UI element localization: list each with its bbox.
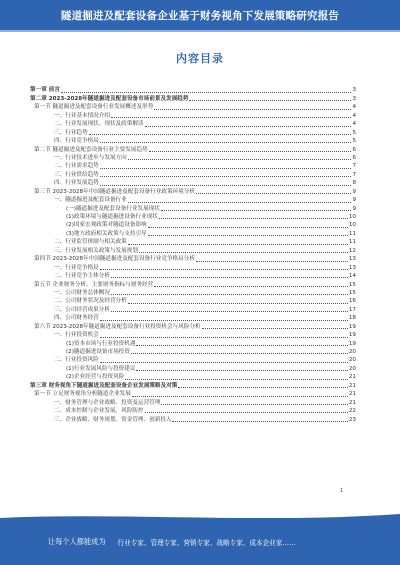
toc-entry[interactable] [30, 263, 356, 271]
header-divider [0, 30, 400, 32]
toc-dot-leader [159, 218, 348, 219]
toc-dot-leader [136, 345, 347, 346]
toc-dot-leader [100, 168, 352, 169]
toc-entry[interactable] [30, 390, 356, 398]
toc-entry[interactable] [30, 356, 356, 364]
toc-entry-label: 第一节 隧道掘进及配套设备行业发展概述及形势 [34, 104, 154, 111]
toc-entry[interactable] [30, 187, 356, 195]
toc-entry[interactable] [30, 272, 356, 280]
toc-entry[interactable] [30, 221, 356, 229]
toc-dot-leader [111, 117, 351, 118]
toc-entry-label: 二、行业监管体制与相关政策 [54, 239, 127, 246]
toc-entry-page: 22 [348, 408, 356, 415]
toc-dot-leader [145, 412, 348, 413]
toc-dot-leader [125, 379, 348, 380]
toc-entry-page: 14 [348, 273, 356, 280]
toc-entry-label: 第三节 2023-2028年中国隧道掘进及配套设备行业政策环境分析 [34, 188, 195, 195]
toc-entry-label: 一、行业基本情况介绍 [54, 112, 110, 119]
toc-dot-leader [100, 185, 352, 186]
toc-entry[interactable] [30, 255, 356, 263]
toc-entry-label: 一、隧道掘进及配套设备行业 [54, 197, 127, 204]
toc-entry-page: 4 [352, 104, 356, 111]
page-number: 1 [340, 488, 344, 494]
toc-entry-label: 四、公司财务经营 [54, 315, 99, 322]
toc-dot-leader [131, 353, 348, 354]
toc-dot-leader [189, 100, 351, 101]
toc-dot-leader [111, 311, 348, 312]
toc-entry-page: 5 [352, 138, 356, 145]
toc-entry[interactable] [30, 204, 356, 212]
toc-entry-label: 三、企业战略、财务规划、资金管理、创新投入 [54, 416, 172, 423]
toc-dot-leader [196, 193, 352, 194]
toc-dot-leader [100, 176, 352, 177]
table-of-contents [30, 86, 356, 424]
toc-entry[interactable] [30, 415, 356, 423]
footer-roles: 行业专家、管理专家、营销专家、战略专家、成本企业家…… [117, 538, 296, 547]
toc-entry-page: 21 [348, 391, 356, 398]
toc-entry-label: 二、行业发展现状、现状及政策解读 [54, 121, 144, 128]
toc-dot-leader [100, 337, 348, 338]
toc-entry[interactable] [30, 154, 356, 162]
toc-entry-page: 15 [348, 289, 356, 296]
toc-entry[interactable] [30, 289, 356, 297]
toc-entry-page: 21 [348, 399, 356, 406]
toc-entry-page: 11 [348, 230, 356, 237]
toc-dot-leader [172, 421, 347, 422]
toc-dot-leader [136, 370, 347, 371]
header-banner [0, 0, 400, 30]
toc-entry-page: 10 [348, 214, 356, 220]
toc-entry-page: 13 [348, 264, 356, 271]
toc-entry-label: 三、行业趋势 [54, 129, 88, 136]
toc-dot-leader [100, 269, 348, 270]
toc-entry-label: (一)隧道掘进及配套设备行业发展现状 [66, 205, 160, 212]
toc-dot-leader [149, 151, 352, 152]
toc-entry-label: 第四节 2023-2028年中国隧道掘进及配套设备行业竞争格局分析 [34, 256, 195, 263]
toc-heading: 内容目录 [176, 52, 224, 65]
toc-entry[interactable] [30, 238, 356, 246]
toc-dot-leader [161, 210, 352, 211]
toc-entry-label: 一、财务管理与企业战略、投资及运营管理 [54, 399, 161, 406]
toc-entry-label: 二、行业投资风险 [54, 357, 99, 364]
toc-entry[interactable] [30, 373, 356, 381]
toc-entry[interactable] [30, 86, 356, 94]
toc-entry-page: 9 [352, 188, 356, 195]
toc-entry[interactable] [30, 331, 356, 339]
toc-entry[interactable] [30, 407, 356, 415]
toc-entry-label: (1)行业发展风险与投资建议 [66, 365, 136, 372]
toc-entry-page: 6 [352, 146, 356, 153]
toc-entry-page: 23 [348, 416, 356, 423]
toc-entry[interactable] [30, 339, 356, 347]
toc-entry-label: 四、行业发展趋势 [54, 180, 99, 187]
toc-dot-leader [128, 202, 352, 203]
toc-entry-label: 二、成本控制与企业发展、风险防控 [54, 408, 144, 415]
footer-bar [0, 518, 400, 565]
toc-entry-label: 二、行业需求趋势 [54, 163, 99, 170]
toc-entry-page: 10 [348, 222, 356, 229]
toc-entry-label: 第二节 隧道掘进及配套设备行业主要发展趋势 [34, 146, 148, 153]
toc-entry-label: 第一章 前言 [30, 87, 60, 94]
toc-entry[interactable] [30, 305, 356, 313]
toc-entry-label: 三、公司经营成果分析 [54, 306, 110, 313]
toc-entry-page: 13 [348, 256, 356, 263]
toc-entry-page: 19 [348, 323, 356, 330]
toc-entry-label: 一、行业投资机会 [54, 332, 99, 339]
toc-entry-page: 12 [348, 247, 356, 254]
toc-entry-label: 第五节 企业财务分析、主要财务指标与财务经营 [34, 281, 154, 288]
toc-entry[interactable] [30, 170, 356, 178]
toc-entry[interactable] [30, 94, 356, 102]
toc-entry-label: 三、行业供给趋势 [54, 171, 99, 178]
toc-entry-page: 16 [348, 298, 356, 305]
toc-entry-page: 5 [352, 129, 356, 136]
toc-dot-leader [202, 328, 348, 329]
toc-entry-page: 9 [352, 205, 356, 212]
toc-entry[interactable] [30, 196, 356, 204]
toc-entry-page: 19 [348, 332, 356, 339]
toc-entry[interactable] [30, 297, 356, 305]
toc-dot-leader [161, 404, 348, 405]
toc-entry-label: 一、行业技术进步与发展方向 [54, 154, 127, 161]
toc-entry[interactable] [30, 246, 356, 254]
toc-entry[interactable] [30, 229, 356, 237]
toc-entry[interactable] [30, 137, 356, 145]
toc-dot-leader [61, 92, 352, 93]
toc-entry-page: 7 [352, 171, 356, 178]
toc-entry-page: 21 [348, 374, 356, 381]
toc-entry[interactable] [30, 398, 356, 406]
toc-entry-page: 3 [352, 87, 356, 94]
toc-entry-page: 17 [348, 306, 356, 313]
toc-entry-page: 7 [352, 163, 356, 170]
toc-entry-label: 二、公司财务状况及经营分析 [54, 298, 127, 305]
toc-dot-leader [148, 227, 348, 228]
toc-entry-label: (2)国家宏观政策对隧道设备影响 [66, 222, 147, 229]
toc-entry-label: 三、行业发展相关政策与发展规划 [54, 247, 138, 254]
toc-entry[interactable] [30, 348, 356, 356]
toc-entry[interactable] [30, 128, 356, 136]
toc-entry-page: 8 [352, 180, 356, 187]
toc-entry[interactable] [30, 280, 356, 288]
toc-dot-leader [100, 142, 352, 143]
toc-entry-label: 一、行业竞争格局 [54, 264, 99, 271]
toc-entry-page: 15 [348, 281, 356, 288]
toc-entry[interactable] [30, 145, 356, 153]
document-title: 隧道掘进及配套设备企业基于财务视角下发展策略研究报告 [60, 9, 340, 22]
toc-dot-leader [154, 286, 348, 287]
toc-entry-page: 3 [352, 95, 356, 102]
footer-slogan: 让每个人都能成为 [48, 536, 106, 546]
toc-entry-label: 第六节 2023-2028年隧道掘进及配套设备行业投资机会与风险分析 [34, 323, 201, 330]
toc-entry-label: 一、公司财务总体概况 [54, 289, 110, 296]
toc-entry-page: 11 [348, 239, 356, 246]
toc-entry-label: (1)政策环境与隧道掘进设备行业现状 [66, 214, 158, 220]
toc-dot-leader [111, 294, 348, 295]
toc-entry-page: 20 [348, 365, 356, 372]
toc-dot-leader [148, 235, 348, 236]
toc-entry[interactable] [30, 314, 356, 322]
toc-entry-page: 18 [348, 315, 356, 322]
toc-entry-label: 二、行业竞争主体分析 [54, 273, 110, 280]
toc-entry-label: (3)地方政府相关政策与支持引导 [66, 230, 147, 237]
toc-entry-label: 四、行业竞争格局 [54, 138, 99, 145]
toc-dot-leader [89, 134, 352, 135]
toc-entry[interactable] [30, 322, 356, 330]
toc-entry-label: 第一节 立足财务视角分析隧道企业发展 [34, 391, 131, 398]
toc-entry[interactable] [30, 120, 356, 128]
toc-entry[interactable] [30, 364, 356, 372]
toc-dot-leader [128, 244, 348, 245]
toc-entry-page: 6 [352, 154, 356, 161]
toc-entry-page: 20 [348, 357, 356, 364]
toc-entry[interactable] [30, 111, 356, 119]
toc-dot-leader [196, 261, 348, 262]
toc-dot-leader [154, 109, 351, 110]
toc-entry-page: 19 [348, 340, 356, 347]
toc-entry-label: (2)企业经营与投资风险 [66, 374, 125, 381]
toc-entry-page: 4 [352, 121, 356, 128]
toc-entry[interactable] [30, 103, 356, 111]
toc-entry[interactable] [30, 162, 356, 170]
toc-entry-label: 第三章 财务视角下隧道掘进及配套设备企业发展策略及对策 [30, 382, 178, 389]
toc-entry-page: 9 [352, 197, 356, 204]
toc-entry-label: 第二章 2023-2028年隧道掘进及配套设备市场前景及发展趋势 [30, 95, 189, 102]
toc-dot-leader [128, 303, 348, 304]
toc-dot-leader [111, 277, 348, 278]
toc-entry-label: (1)资本市场与行业投资机遇 [66, 340, 136, 347]
toc-entry-page: 20 [348, 349, 356, 355]
toc-dot-leader [145, 126, 352, 127]
toc-entry-page: 4 [352, 112, 356, 119]
toc-entry[interactable] [30, 213, 356, 221]
toc-dot-leader [139, 252, 348, 253]
toc-entry[interactable] [30, 381, 356, 389]
toc-dot-leader [132, 396, 348, 397]
toc-entry[interactable] [30, 179, 356, 187]
toc-entry-page: 21 [348, 382, 356, 389]
toc-dot-leader [100, 320, 348, 321]
toc-dot-leader [100, 362, 348, 363]
toc-entry-label: (2)隧道掘进设备市场投资 [66, 349, 130, 355]
toc-dot-leader [178, 387, 347, 388]
toc-dot-leader [128, 159, 352, 160]
